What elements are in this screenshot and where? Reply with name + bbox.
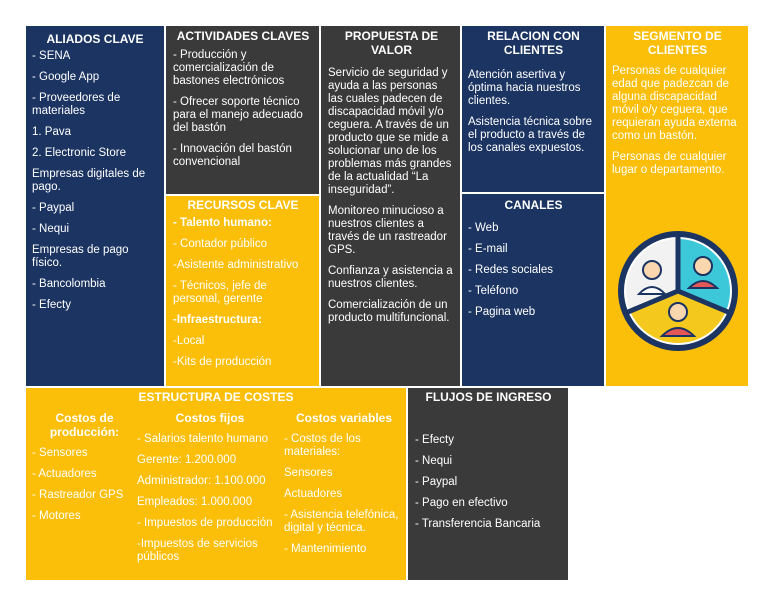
flujos-ingreso-item: - Efecty	[415, 434, 454, 446]
aliados-item: - Bancolombia	[32, 278, 106, 290]
costos-variables-title: Costos variables	[295, 411, 393, 425]
canales-title: CANALES	[504, 198, 563, 212]
canales-block	[462, 194, 604, 386]
flujos-ingreso-title: FLUJOS DE INGRESO	[425, 390, 552, 404]
costos-variables-item: - Costos de los materiales:	[284, 433, 361, 458]
recursos-item: -Asistente administrativo	[173, 259, 299, 271]
recursos-item: - Técnicos, jefe de personal, gerente	[173, 280, 267, 305]
relacion-clientes-block	[462, 26, 604, 192]
propuesta-paragraph: Confianza y asistencia a nuestros clientes.	[328, 265, 453, 290]
customer-segment-people-icon	[615, 228, 741, 354]
propuesta-paragraph: Comercialización de un producto multifuncional.	[328, 299, 450, 324]
aliados-item: 1. Pava	[32, 126, 71, 138]
recursos-clave-title: RECURSOS CLAVE	[187, 198, 299, 212]
actividades-clave-title: ACTIVIDADES CLAVES	[176, 29, 310, 43]
costos-fijos-item: -Impuestos de servicios públicos	[137, 538, 258, 563]
segmento-clientes-title: SEGMENTO DE CLIENTES	[633, 29, 722, 57]
recursos-item: -Kits de producción	[173, 356, 272, 368]
costos-fijos-item: Empleados: 1.000.000	[137, 496, 253, 508]
recursos-item: - Talento humano:	[173, 217, 272, 229]
segmento-paragraph: Personas de cualquier lugar o departamento.	[612, 151, 727, 176]
recursos-clave-block	[166, 196, 319, 386]
costos-fijos-column	[137, 411, 283, 564]
relacion-clientes-title: RELACION CON CLIENTES	[487, 29, 580, 57]
costos-produccion-column	[32, 411, 137, 523]
propuesta-paragraph: Servicio de seguridad y ayuda a las personas las cuales padecen de discapacidad móvil y/o ceguera. A través de un producto que se mide a solucionar uno de los problemas más grandes de la actualidad “La inseguridad”.	[328, 67, 452, 196]
canales-item: - Web	[468, 222, 499, 234]
costos-variables-item: - Mantenimiento	[284, 543, 367, 555]
aliados-item: - Efecty	[32, 299, 71, 311]
propuesta-valor-title: PROPUESTA DE VALOR	[344, 29, 439, 57]
aliados-clave-block	[26, 26, 164, 386]
flujos-ingreso-item: - Transferencia Bancaria	[415, 518, 541, 530]
costos-variables-item: - Asistencia telefónica, digital y técnica.	[284, 509, 399, 534]
flujos-ingreso-block	[408, 388, 568, 580]
propuesta-valor-block	[321, 26, 460, 386]
propuesta-paragraph: Monitoreo minucioso a nuestros clientes a través de un rastreador GPS.	[328, 205, 447, 256]
canales-item: - E-mail	[468, 243, 508, 255]
actividades-clave-block	[166, 26, 319, 194]
aliados-item: - Proveedores de materiales	[32, 92, 121, 117]
actividades-item: - Ofrecer soporte técnico para el manejo adecuado del bastón	[173, 96, 303, 134]
costos-produccion-item: - Motores	[32, 510, 81, 522]
segmento-clientes-block	[606, 26, 748, 386]
aliados-item: - SENA	[32, 50, 71, 62]
actividades-item: - Producción y comercialización de bastones electrónicos	[173, 49, 285, 87]
aliados-clave-title: ALIADOS CLAVE	[46, 32, 144, 46]
estructura-costes-block	[26, 388, 406, 580]
canales-item: - Teléfono	[468, 285, 519, 297]
costos-variables-item: Actuadores	[284, 488, 343, 500]
costos-fijos-item: - Salarios talento humano	[137, 433, 269, 445]
aliados-item: Empresas digitales de pago.	[32, 168, 146, 193]
costos-fijos-item: Gerente: 1.200.000	[137, 454, 237, 466]
aliados-item: - Nequi	[32, 223, 70, 235]
recursos-item: - Contador público	[173, 238, 267, 250]
costos-variables-item: Sensores	[284, 467, 333, 479]
aliados-item: - Google App	[32, 71, 100, 83]
aliados-item: Empresas de pago físico.	[32, 244, 129, 269]
canales-item: - Redes sociales	[468, 264, 554, 276]
estructura-costes-title: ESTRUCTURA DE COSTES	[138, 390, 294, 404]
recursos-item: -Infraestructura:	[173, 314, 262, 326]
costos-produccion-item: - Actuadores	[32, 468, 97, 480]
costos-produccion-item: - Sensores	[32, 447, 88, 459]
recursos-item: -Local	[173, 335, 205, 347]
costos-produccion-title: Costos de producción:	[49, 411, 120, 439]
costos-fijos-title: Costos fijos	[175, 411, 245, 425]
aliados-item: - Paypal	[32, 202, 75, 214]
flujos-ingreso-item: - Paypal	[415, 476, 458, 488]
aliados-item: 2. Electronic Store	[32, 147, 126, 159]
costos-fijos-item: - Impuestos de producción	[137, 517, 273, 529]
segmento-paragraph: Personas de cualquier edad que padezcan de alguna discapacidad móvil o/y ceguera, que requieran ayuda externa como un bastón.	[612, 65, 737, 142]
relacion-paragraph: Atención asertiva y óptima hacia nuestros clientes.	[468, 69, 581, 107]
canales-item: - Pagina web	[468, 306, 536, 318]
relacion-paragraph: Asistencia técnica sobre el producto a través de los canales expuestos.	[468, 116, 593, 154]
flujos-ingreso-item: - Nequi	[415, 455, 453, 467]
actividades-item: - Innovación del bastón convencional	[173, 143, 292, 168]
costos-variables-column	[284, 411, 404, 556]
costos-produccion-item: - Rastreador GPS	[32, 489, 124, 501]
flujos-ingreso-item: - Pago en efectivo	[415, 497, 508, 509]
costos-fijos-item: Administrador: 1.100.000	[137, 475, 266, 487]
